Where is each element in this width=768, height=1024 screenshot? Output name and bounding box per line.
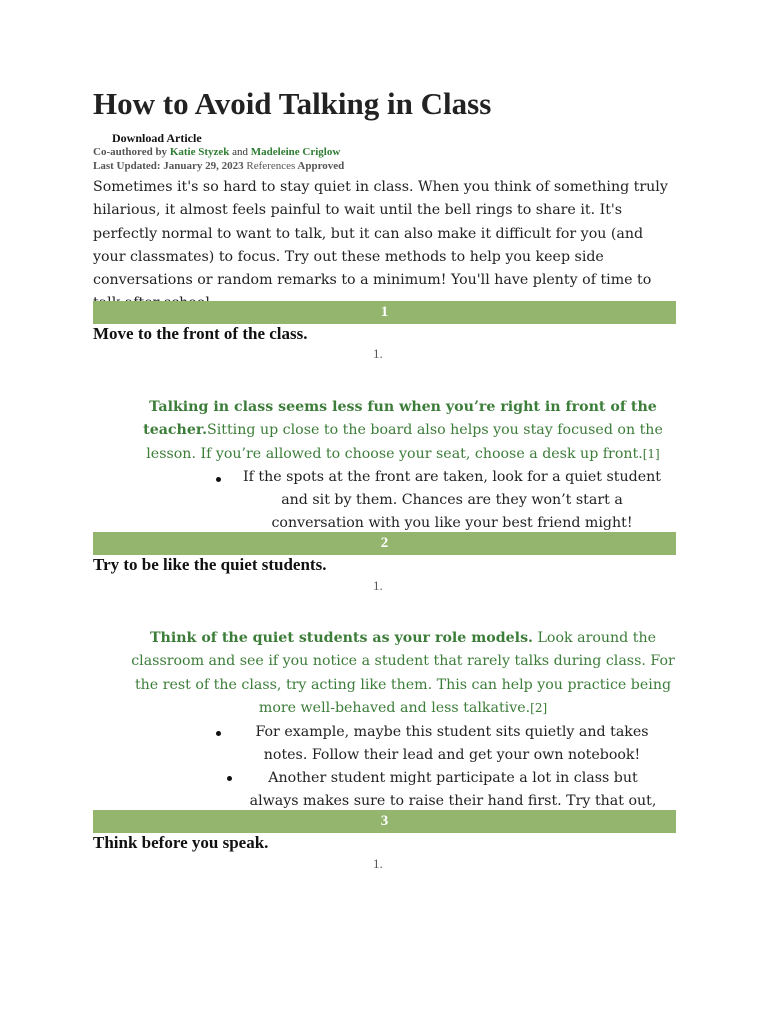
download-article-link[interactable]: Download Article (112, 131, 202, 145)
step-3-sub-number: 1. (373, 856, 383, 871)
last-updated: Last Updated: January 29, 2023 (93, 160, 244, 172)
step-2-bold: Think of the quiet students as your role models. (149, 630, 533, 646)
citation-2[interactable]: [2] (530, 700, 548, 715)
intro-paragraph: Sometimes it's so hard to stay quiet in class. When you think of something truly hilarious, it almost feels painful to wait until the bell rings to share it. It's perfectly normal to want to talk, but it can also make it difficult for you (and your classmates) to focus. Try out these methods to help you keep side conversations or random remarks to a minimum! You'll have plenty of time to (93, 179, 668, 289)
article-meta (93, 131, 344, 173)
step-1-bold: Talking in class seems less fun when you’re right in front of the teacher. (143, 399, 657, 439)
step-2-bullet-2: Another student might participate a lot in class but always makes sure to raise their hand first. Try that out, (249, 770, 657, 809)
step-1-bullet-1: If the spots at the front are taken, look for a quiet student and sit by them. Chances are they won’t start a conversation with you like your best friend might! (243, 469, 661, 531)
step-2-sub-number: 1. (373, 578, 383, 593)
step-2-title: Try to be like the quiet students. (93, 555, 327, 574)
updated-line (93, 159, 344, 173)
step-1-text: Sitting up close to the board also helps you stay focused on the lesson. If you’re allowed to choose your seat, choose a desk up front. (146, 422, 663, 462)
step-2-paragraph (125, 627, 681, 720)
bullet-dot (227, 776, 232, 781)
step-3-bar: 3 (93, 810, 676, 833)
bullet-dot (216, 731, 221, 736)
coauthored-label: Co-authored by (93, 146, 168, 158)
step-1-title: Move to the front of the class. (93, 324, 308, 343)
article-title: How to Avoid Talking in Class (93, 86, 492, 121)
step-2-bar: 2 (93, 532, 676, 555)
step-1-sub-number: 1. (373, 346, 383, 361)
step-1-bar: 1 (93, 301, 676, 324)
citation-1[interactable]: [1] (642, 446, 660, 461)
step-2-text: Look around the classroom and see if you notice a student that rarely talks during class. For the rest of the class, try acting like them. This can help you practice being more well-behaved and less talkative. (131, 630, 675, 716)
step-3-title: Think before you speak. (93, 833, 269, 852)
author-link-2[interactable]: Madeleine Criglow (250, 146, 341, 158)
step-2-bullet-1: For example, maybe this student sits quietly and takes notes. Follow their lead and get your own notebook! (255, 724, 649, 763)
step-1-paragraph (143, 396, 663, 466)
approved-badge: Approved (297, 160, 345, 172)
and-text: and (232, 146, 249, 158)
author-link-1[interactable]: Katie Styzek (169, 146, 230, 158)
bullet-dot (216, 477, 221, 482)
coauthor-line (93, 145, 344, 159)
references-link[interactable]: References (246, 160, 296, 172)
